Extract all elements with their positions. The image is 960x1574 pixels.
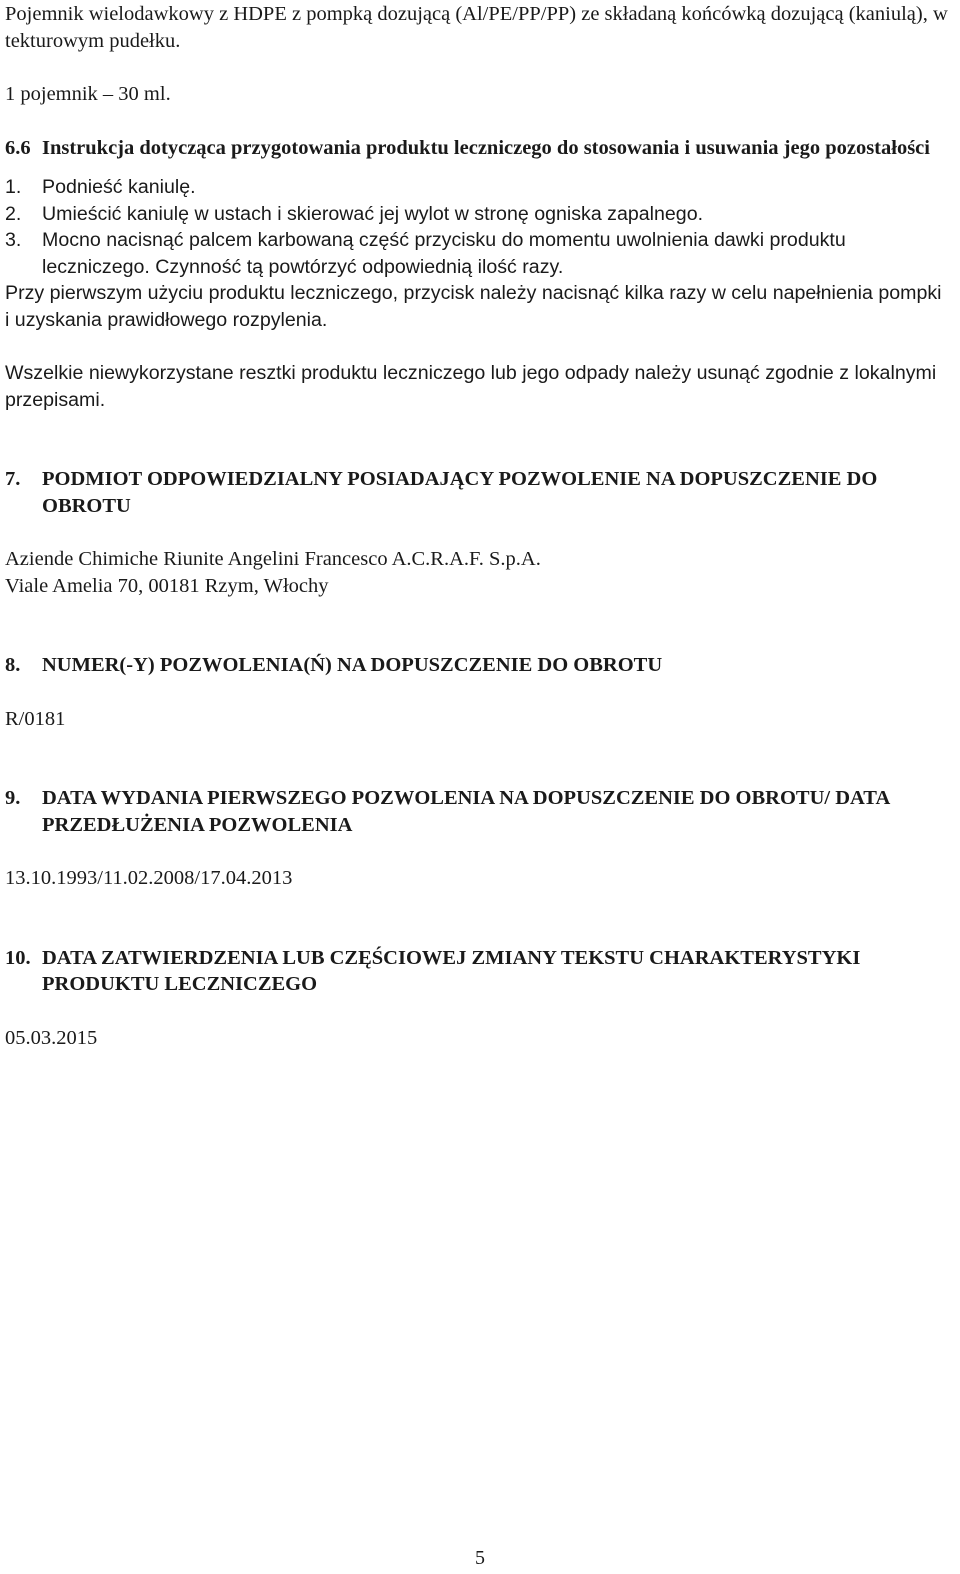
section-title: DATA WYDANIA PIERWSZEGO POZWOLENIA NA DOPUSZCZENIE DO OBROTU/ DATA PRZEDŁUŻENIA POZWOLENIA	[42, 787, 890, 836]
section-number: 9.	[5, 787, 21, 809]
section-title: NUMER(-Y) POZWOLENIA(Ń) NA DOPUSZCZENIE DO OBROTU	[42, 654, 663, 676]
step-number: 2.	[5, 202, 22, 225]
list-item	[5, 201, 950, 228]
first-use-note: Przy pierwszym użyciu produktu leczniczego, przycisk należy nacisnąć kilka razy w celu napełnienia pompki i uzyskania prawidłowego rozpylenia.	[5, 282, 942, 331]
list-item	[5, 174, 950, 201]
section-number: 10.	[5, 946, 31, 969]
section-title: PODMIOT ODPOWIEDZIALNY POSIADAJĄCY POZWOLENIE NA DOPUSZCZENIE DO OBROTU	[42, 468, 878, 517]
section-number: 6.6	[5, 136, 31, 159]
company-address: Viale Amelia 70, 00181 Rzym, Włochy	[5, 574, 329, 597]
packaging-description: Pojemnik wielodawkowy z HDPE z pompką dozującą (Al/PE/PP/PP) ze składaną końcówką dozującą (kaniulą), w tekturowym pudełku.	[5, 3, 948, 52]
section-number: 7.	[5, 468, 21, 490]
section-9-heading	[5, 785, 950, 838]
company-name: Aziende Chimiche Riunite Angelini Francesco A.C.R.A.F. S.p.A.	[5, 548, 541, 570]
disposal-note: Wszelkie niewykorzystane resztki produktu leczniczego lub jego odpady należy usunąć zgodnie z lokalnymi przepisami.	[5, 362, 937, 411]
instruction-steps	[5, 174, 950, 413]
step-text: Podnieść kaniulę.	[42, 176, 196, 198]
document-page	[5, 0, 950, 1051]
step-number: 1.	[5, 176, 22, 198]
section-number: 8.	[5, 654, 21, 676]
revision-date: 05.03.2015	[5, 1026, 98, 1049]
step-number: 3.	[5, 229, 22, 251]
section-6-6-heading	[5, 135, 950, 162]
list-item	[5, 227, 950, 280]
page-number: 5	[475, 1547, 485, 1569]
step-text: Umieścić kaniulę w ustach i skierować jej wylot w stronę ogniska zapalnego.	[42, 202, 704, 225]
section-8-heading	[5, 652, 950, 679]
section-title: Instrukcja dotycząca przygotowania produktu leczniczego do stosowania i usuwania jego pozostałości	[42, 136, 930, 159]
section-title: DATA ZATWIERDZENIA LUB CZĘŚCIOWEJ ZMIANY TEKSTU CHARAKTERYSTYKI PRODUKTU LECZNICZEGO	[42, 946, 861, 995]
section-10-heading	[5, 945, 950, 998]
authorization-dates: 13.10.1993/11.02.2008/17.04.2013	[5, 867, 293, 889]
section-7-heading	[5, 466, 950, 519]
authorization-number: R/0181	[5, 707, 66, 730]
step-text: Mocno nacisnąć palcem karbowaną część przycisku do momentu uwolnienia dawki produktu leczniczego. Czynność tą powtórzyć odpowiednią ilość razy.	[42, 229, 846, 278]
packaging-quantity: 1 pojemnik – 30 ml.	[5, 83, 171, 105]
